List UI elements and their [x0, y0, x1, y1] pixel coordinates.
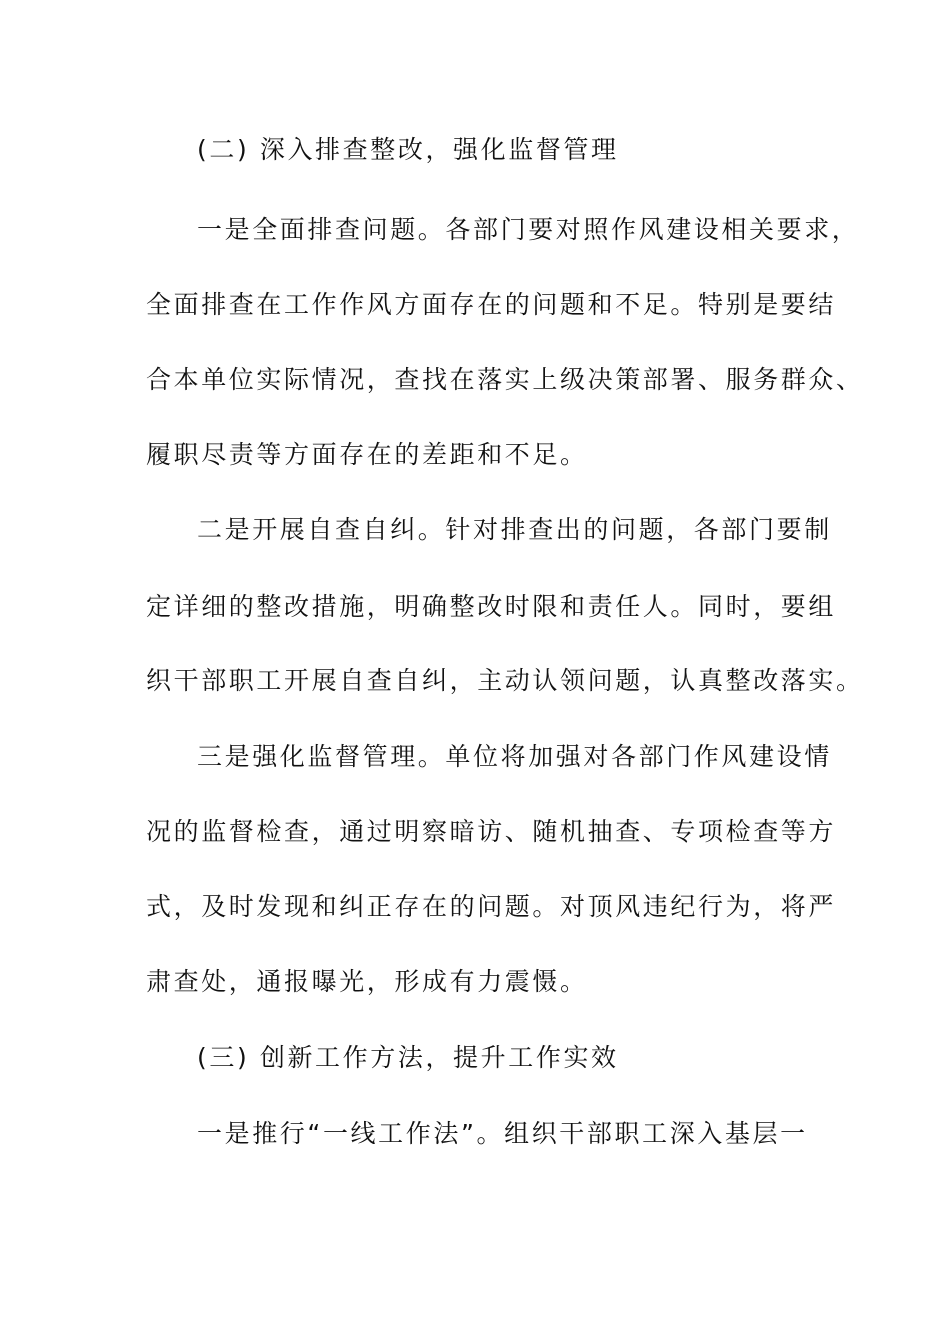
paragraph-line: 织干部职工开展自查自纠，主动认领问题，认真整改落实。: [146, 666, 864, 695]
paragraph-line: 二是开展自查自纠。针对排查出的问题，各部门要制: [197, 515, 832, 544]
paragraph-line: 一是全面排查问题。各部门要对照作风建设相关要求，: [197, 215, 860, 244]
section-heading-2: (二) 深入排查整改，强化监督管理: [197, 135, 619, 164]
paragraph-line: 全面排查在工作作风方面存在的问题和不足。特别是要结: [146, 290, 837, 319]
paragraph-line: 况的监督检查，通过明察暗访、随机抽查、专项检查等方: [146, 817, 837, 846]
paragraph-line: 肃查处，通报曝光，形成有力震慑。: [146, 967, 588, 996]
paragraph-line: 式，及时发现和纠正存在的问题。对顶风违纪行为，将严: [146, 892, 837, 921]
paragraph-line: 三是强化监督管理。单位将加强对各部门作风建设情: [197, 742, 832, 771]
section-heading-3: (三) 创新工作方法，提升工作实效: [197, 1043, 619, 1072]
paragraph-line: 定详细的整改措施，明确整改时限和责任人。同时，要组: [146, 592, 837, 621]
paragraph-line: 履职尽责等方面存在的差距和不足。: [146, 440, 588, 469]
paragraph-line: 一是推行“一线工作法”。组织干部职工深入基层一: [197, 1119, 808, 1148]
paragraph-line: 合本单位实际情况，查找在落实上级决策部署、服务群众、: [146, 365, 864, 394]
